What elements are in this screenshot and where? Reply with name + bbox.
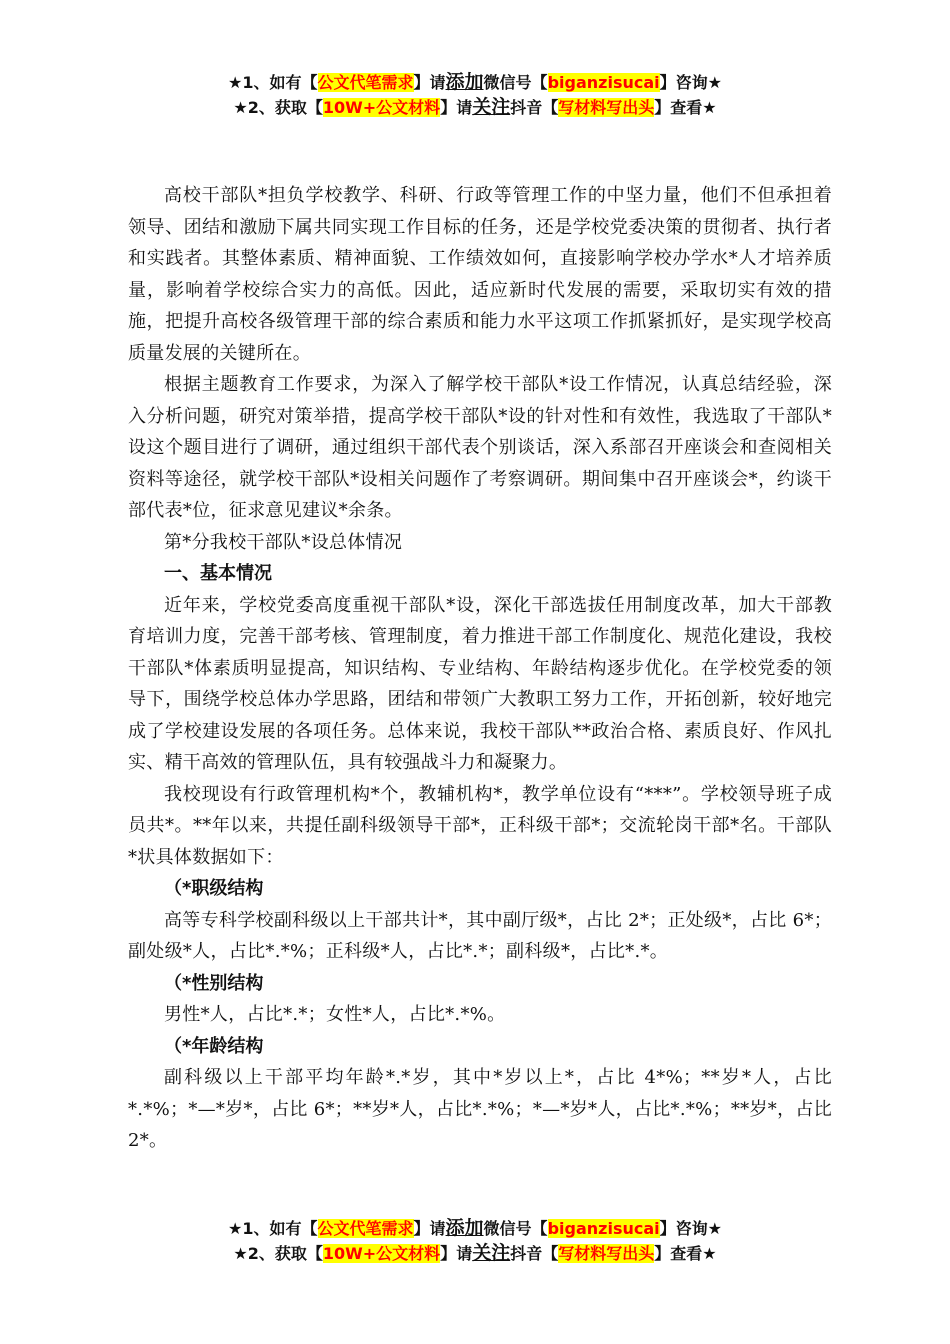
- banner-text: 】请: [413, 73, 446, 92]
- banner-highlight: 公文代笔需求: [317, 1219, 414, 1238]
- banner-text: 】查看★: [654, 1244, 717, 1263]
- banner-text: 抖音【: [510, 1244, 559, 1263]
- banner-line-2: [0, 95, 950, 120]
- banner-douyin-id: 写材料写出头: [558, 1244, 655, 1263]
- paragraph-purpose: 根据主题教育工作要求，为深入了解学校干部队*设工作情况，认真总结经验，深入分析问题，研究对策举措，提高学校干部队*设的针对性和有效性，我选取了干部队*设这个题目进行了调研，通过组织干部代表个别谈话，深入系部召开座谈会和查阅相关资料等途径，就学校干部队*设相关问题作了考察调研。期间集中召开座谈会*，约谈干部代表*位，征求意见建议*余条。: [128, 374, 832, 521]
- header-banner: [0, 70, 950, 120]
- paragraph-rank-structure: 高等专科学校副科级以上干部共计*，其中副厅级*，占比 2*；正处级*，占比 6*；副处级*人，占比*.*%；正科级*人，占比*.*；副科级*，占比*.*。: [128, 909, 832, 962]
- banner-line-1: [0, 70, 950, 95]
- banner-text: 】查看★: [654, 98, 717, 117]
- banner-text: 】咨询★: [659, 1219, 722, 1238]
- paragraph-gender-structure: 男性*人，占比*.*；女性*人，占比*.*%。: [164, 1004, 506, 1025]
- banner-highlight: 公文代笔需求: [317, 73, 414, 92]
- banner-text: 】请: [440, 1244, 473, 1263]
- banner-text: 抖音【: [510, 98, 559, 117]
- banner-emphasis: 关注: [472, 1242, 511, 1264]
- paragraph-age-structure: 副科级以上干部平均年龄*.*岁，其中*岁以上*，占比 4*%；**岁*人，占比*.*%；*—*岁*，占比 6*；**岁*人，占比*.*%；*—*岁*人，占比*.*%；**岁*，占比 2*。: [128, 1067, 832, 1151]
- banner-text: ★2、获取【: [233, 98, 323, 117]
- heading-basic-situation: 一、基本情况: [164, 563, 272, 584]
- banner-wechat-id: biganzisucai: [547, 73, 660, 92]
- banner-text: ★1、如有【: [228, 1219, 318, 1238]
- paragraph-overview: 近年来，学校党委高度重视干部队*设，深化干部选拔任用制度改革，加大干部教育培训力度，完善干部考核、管理制度，着力推进干部工作制度化、规范化建设，我校干部队*体素质明显提高，知识结构、专业结构、年龄结构逐步优化。在学校党委的领导下，围绕学校总体办学思路，团结和带领广大教职工努力工作，开拓创新，较好地完成了学校建设发展的各项任务。总体来说，我校干部队**政治合格、素质良好、作风扎实、精干高效的管理队伍，具有较强战斗力和凝聚力。: [128, 594, 832, 773]
- heading-gender-structure: （*性别结构: [164, 972, 264, 994]
- banner-line-2: [0, 1241, 950, 1266]
- paragraph-intro: 高校干部队*担负学校教学、科研、行政等管理工作的中坚力量，他们不但承担着领导、团结和激励下属共同实现工作目标的任务，还是学校党委决策的贯彻者、执行者和实践者。其整体素质、精神面貌、工作绩效如何，直接影响学校办学水*人才培养质量，影响着学校综合实力的高低。因此，适应新时代发展的需要，采取切实有效的措施，把提升高校各级管理干部的综合素质和能力水平这项工作抓紧抓好，是实现学校高质量发展的关键所在。: [128, 185, 832, 364]
- banner-line-1: [0, 1216, 950, 1241]
- banner-text: 】请: [440, 98, 473, 117]
- heading-age-structure: （*年龄结构: [164, 1035, 264, 1057]
- document-body: [128, 180, 832, 1157]
- section-title: 第*分我校干部队*设总体情况: [164, 531, 403, 553]
- banner-text: 微信号【: [483, 73, 548, 92]
- banner-emphasis: 关注: [472, 96, 511, 118]
- paragraph-structure: 我校现设有行政管理机构*个，教辅机构*，教学单位设有“***”。学校领导班子成员共*。**年以来，共提任副科级领导干部*，正科级干部*；交流轮岗干部*名。干部队*状具体数据如下：: [128, 783, 832, 868]
- banner-text: ★1、如有【: [228, 73, 318, 92]
- banner-wechat-id: biganzisucai: [547, 1219, 660, 1238]
- banner-emphasis: 添加: [445, 71, 484, 93]
- heading-rank-structure: （*职级结构: [164, 878, 264, 899]
- banner-highlight: 10W+公文材料: [322, 1244, 441, 1263]
- banner-text: 】咨询★: [659, 73, 722, 92]
- banner-highlight: 10W+公文材料: [322, 98, 441, 117]
- footer-banner: [0, 1216, 950, 1266]
- banner-text: 】请: [413, 1219, 446, 1238]
- banner-douyin-id: 写材料写出头: [558, 98, 655, 117]
- banner-text: ★2、获取【: [233, 1244, 323, 1263]
- banner-emphasis: 添加: [445, 1217, 484, 1239]
- banner-text: 微信号【: [483, 1219, 548, 1238]
